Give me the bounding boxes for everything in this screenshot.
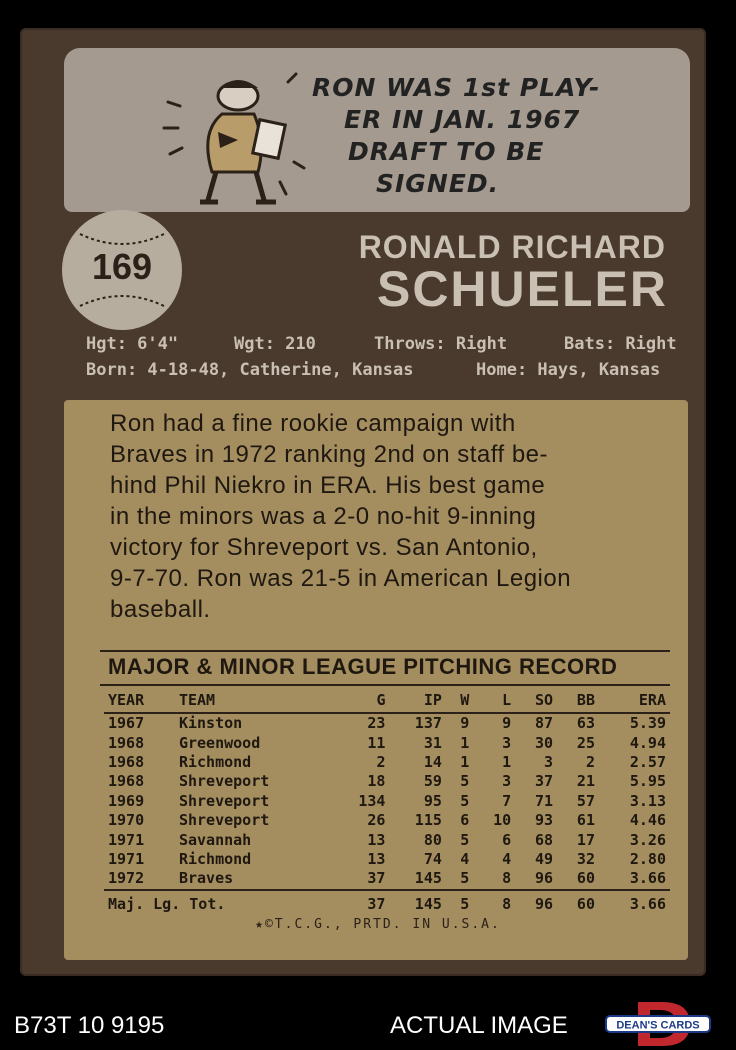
stats-row [104, 869, 670, 889]
stat-team: Richmond [178, 849, 252, 868]
stat-year: 1970 [108, 811, 145, 830]
col-header-w: W [460, 691, 470, 709]
total-ip: 145 [414, 894, 442, 913]
stat-ip: 95 [423, 791, 442, 810]
stat-so: 68 [535, 830, 554, 849]
col-header-bb: BB [576, 691, 595, 709]
stat-g: 134 [358, 791, 386, 810]
stat-team: Savannah [178, 830, 252, 849]
stat-l: 6 [502, 830, 512, 849]
stat-g: 18 [367, 772, 386, 791]
stat-era: 3.66 [629, 869, 666, 888]
cartoon-umpire-illustration [160, 62, 310, 207]
col-header-g: G [376, 691, 386, 709]
stat-ip: 115 [414, 811, 442, 830]
stat-w: 5 [460, 791, 470, 810]
col-header-team: TEAM [178, 691, 216, 709]
stat-bb: 60 [576, 869, 595, 888]
stat-w: 4 [460, 849, 470, 868]
svg-text:DEAN'S CARDS: DEAN'S CARDS [616, 1019, 700, 1032]
stat-team: Braves [178, 869, 234, 888]
bio-line: in the minors was a 2-0 no-hit 9-inning [110, 503, 537, 530]
stat-w: 5 [460, 772, 470, 791]
cartoon-caption-line: ER IN JAN. 1967 [344, 105, 581, 134]
bio-line: Braves in 1972 ranking 2nd on staff be- [110, 441, 548, 468]
stat-year: 1967 [108, 714, 145, 733]
stats-row [104, 830, 670, 849]
stat-g: 26 [367, 811, 386, 830]
stat-so: 37 [535, 772, 554, 791]
bats: Bats: Right [564, 334, 677, 354]
stat-ip: 14 [423, 752, 442, 771]
stat-team: Kinston [178, 714, 243, 733]
stat-ip: 31 [423, 733, 442, 752]
stats-row [104, 772, 670, 791]
stat-bb: 57 [576, 791, 595, 810]
stats-row [104, 850, 670, 869]
stat-l: 10 [493, 811, 512, 830]
stat-l: 7 [502, 791, 512, 810]
bio-panel [64, 400, 688, 960]
stat-w: 5 [460, 830, 470, 849]
stat-g: 13 [367, 830, 386, 849]
stat-so: 3 [544, 752, 554, 771]
stat-so: 49 [535, 849, 554, 868]
stat-era: 4.94 [629, 733, 666, 752]
col-header-year: YEAR [108, 691, 145, 709]
stat-l: 4 [502, 849, 512, 868]
deans-cards-logo [604, 1000, 714, 1048]
height: Hgt: 6'4" [86, 334, 179, 354]
stat-era: 4.46 [629, 811, 666, 830]
stat-ip: 59 [423, 772, 442, 791]
stats-header-row [104, 688, 670, 713]
stat-ip: 137 [414, 714, 442, 733]
stat-g: 23 [367, 714, 386, 733]
stat-g: 11 [367, 733, 386, 752]
record-title: MAJOR & MINOR LEAGUE PITCHING RECORD [100, 650, 670, 686]
stats-table [104, 688, 670, 914]
stat-team: Greenwood [178, 733, 261, 752]
cartoon-caption-line: RON WAS 1st PLAY- [312, 73, 601, 102]
col-header-l: L [502, 691, 512, 709]
stat-l: 3 [502, 733, 512, 752]
player-bio [110, 408, 670, 625]
card-number: 169 [91, 246, 153, 287]
stat-so: 96 [535, 869, 554, 888]
stat-l: 1 [502, 752, 512, 771]
stat-bb: 21 [576, 772, 595, 791]
stat-so: 87 [535, 714, 554, 733]
stat-era: 2.57 [629, 752, 666, 771]
player-vitals [86, 334, 686, 386]
pitching-record [84, 640, 672, 936]
total-era: 3.66 [629, 894, 666, 913]
stat-era: 5.95 [629, 772, 666, 791]
total-w: 5 [460, 894, 470, 913]
stat-year: 1968 [108, 772, 145, 791]
throws: Throws: Right [374, 334, 508, 354]
total-bb: 60 [576, 894, 595, 913]
stats-row [104, 733, 670, 752]
stat-year: 1972 [108, 869, 145, 888]
stats-row [104, 811, 670, 830]
stat-so: 93 [535, 811, 554, 830]
stat-era: 2.80 [629, 849, 666, 868]
stat-era: 5.39 [629, 714, 666, 733]
stat-year: 1971 [108, 849, 145, 868]
col-header-ip: IP [423, 691, 442, 709]
copyright-line: ★©T.C.G., PRTD. IN U.S.A. [255, 917, 501, 932]
cartoon-caption [312, 72, 672, 200]
stat-bb: 25 [576, 733, 595, 752]
stats-row [104, 792, 670, 811]
stat-l: 3 [502, 772, 512, 791]
stat-team: Shreveport [178, 791, 270, 810]
stat-ip: 74 [423, 849, 442, 868]
player-last-name: SCHUELER [376, 261, 668, 317]
stat-w: 1 [460, 733, 470, 752]
stat-team: Shreveport [178, 811, 270, 830]
stat-bb: 32 [576, 849, 595, 868]
cartoon-caption-line: DRAFT TO BE [348, 137, 545, 166]
stat-bb: 2 [585, 752, 595, 771]
stat-g: 37 [367, 869, 386, 888]
weight: Wgt: 210 [234, 334, 316, 354]
stat-team: Richmond [178, 752, 252, 771]
total-label: Maj. Lg. Tot. [108, 894, 226, 913]
baseball-number-badge [62, 210, 182, 330]
total-so: 96 [535, 894, 554, 913]
stat-bb: 17 [576, 830, 595, 849]
stat-w: 6 [460, 811, 470, 830]
bio-line: victory for Shreveport vs. San Antonio, [110, 534, 538, 561]
stat-w: 5 [460, 869, 470, 888]
player-first-name: RONALD RICHARD [358, 229, 666, 265]
stat-ip: 80 [423, 830, 442, 849]
stats-row [104, 713, 670, 733]
career-total-row [104, 890, 670, 914]
cartoon-panel [64, 48, 690, 212]
col-header-so: SO [535, 691, 554, 709]
bio-line: 9-7-70. Ron was 21-5 in American Legion [110, 565, 572, 592]
stat-g: 2 [376, 752, 386, 771]
stat-ip: 145 [414, 869, 442, 888]
stat-w: 9 [460, 714, 470, 733]
stat-l: 8 [502, 869, 512, 888]
inventory-code: B73T 10 9195 [14, 1012, 165, 1039]
stats-row [104, 753, 670, 772]
stat-year: 1971 [108, 830, 145, 849]
stat-so: 30 [535, 733, 554, 752]
bio-line: Ron had a fine rookie campaign with [110, 410, 516, 437]
stat-bb: 61 [576, 811, 595, 830]
stat-year: 1968 [108, 733, 145, 752]
stat-w: 1 [460, 752, 470, 771]
total-l: 8 [502, 894, 512, 913]
stat-year: 1969 [108, 791, 145, 810]
col-header-era: ERA [638, 691, 666, 709]
total-g: 37 [367, 894, 386, 913]
cartoon-caption-line: SIGNED. [376, 169, 500, 198]
baseball-card-back [20, 28, 706, 976]
stat-bb: 63 [576, 714, 595, 733]
stat-year: 1968 [108, 752, 145, 771]
stat-era: 3.26 [629, 830, 666, 849]
stat-g: 13 [367, 849, 386, 868]
stat-era: 3.13 [629, 791, 666, 810]
stat-l: 9 [502, 714, 512, 733]
bio-line: baseball. [110, 596, 211, 623]
stat-team: Shreveport [178, 772, 270, 791]
actual-image-label: ACTUAL IMAGE [390, 1012, 568, 1039]
home-info: Home: Hays, Kansas [476, 360, 661, 380]
bio-line: hind Phil Niekro in ERA. His best game [110, 472, 546, 499]
birth-info: Born: 4-18-48, Catherine, Kansas [86, 360, 414, 380]
stat-so: 71 [535, 791, 554, 810]
